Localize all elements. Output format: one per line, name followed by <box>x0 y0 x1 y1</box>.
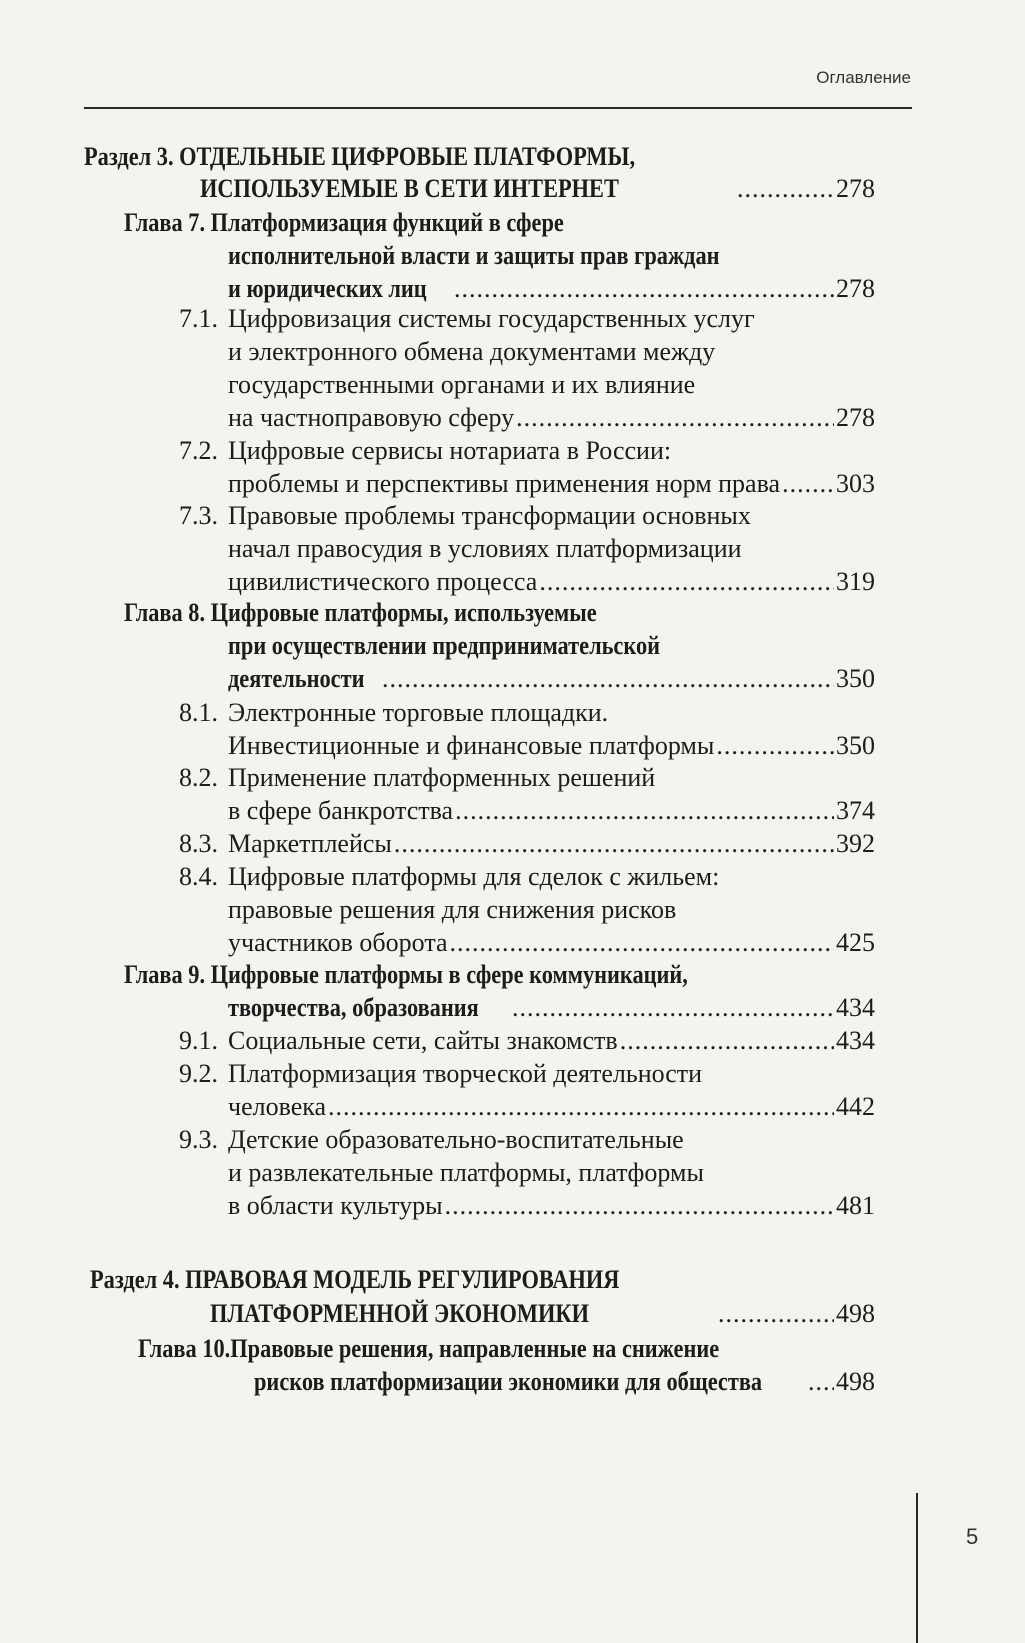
toc-title-line: Цифровые сервисы нотариата в России: <box>228 436 672 465</box>
toc-leader <box>539 565 834 599</box>
toc-leader <box>512 991 834 1025</box>
toc-section-label: Раздел 4. <box>90 1265 180 1294</box>
toc-chapter-label: Глава 9. <box>124 960 206 989</box>
toc-subsection-number: 8.4. <box>179 862 218 891</box>
toc-chapter-label: Глава 8. <box>124 598 206 627</box>
toc-leader <box>782 467 834 501</box>
toc-leader <box>328 1090 834 1124</box>
toc-subsection-number: 7.1. <box>179 304 218 333</box>
toc-title-line: в области культуры <box>228 1191 443 1220</box>
toc-leader <box>455 794 834 828</box>
toc-title-line: исполнительной власти и защиты прав граждан <box>228 241 720 270</box>
toc-title-line: в сфере банкротства <box>228 796 454 825</box>
toc-title-line: Маркетплейсы <box>228 829 392 858</box>
toc-title-line: Электронные торговые площадки. <box>228 698 609 727</box>
toc-subsection-number: 7.3. <box>179 501 218 530</box>
toc-title-line: Цифровизация системы государственных услуг <box>228 304 755 333</box>
toc-title-line: начал правосудия в условиях платформизации <box>228 534 742 563</box>
toc-title-line: и электронного обмена документами между <box>228 337 716 366</box>
toc-title-line: цивилистического процесса <box>228 567 538 596</box>
toc-title-line: Правовые решения, направленные на снижение <box>230 1334 720 1363</box>
running-head: Оглавление <box>816 68 911 87</box>
toc-title-line: Правовые проблемы трансформации основных <box>228 501 751 530</box>
toc-title-line: Инвестиционные и финансовые платформы <box>228 731 715 760</box>
toc-title-line: Цифровые платформы, используемые <box>210 598 597 627</box>
toc-title-line: при осуществлении предпринимательской <box>228 631 661 660</box>
toc-title-line: проблемы и перспективы применения норм права <box>228 469 781 498</box>
toc-page-number: 319 <box>836 567 875 596</box>
toc-section-label: Раздел 3. <box>84 142 174 171</box>
toc-page-number: 374 <box>836 796 875 825</box>
toc-title-line: Платформизация творческой деятельности <box>228 1059 703 1088</box>
toc-title-line: ИСПОЛЬЗУЕМЫЕ В СЕТИ ИНТЕРНЕТ <box>200 174 619 203</box>
toc-chapter-label: Глава 7. <box>124 208 206 237</box>
toc-page-number: 278 <box>836 274 875 303</box>
folio-rule <box>916 1493 918 1643</box>
toc-title-line: Социальные сети, сайты знакомств <box>228 1026 618 1055</box>
toc-subsection-number: 9.3. <box>179 1125 218 1154</box>
toc-page-number: 350 <box>836 731 875 760</box>
page-number: 5 <box>966 1524 979 1549</box>
toc-leader <box>382 662 834 696</box>
toc-page-number: 278 <box>836 174 875 203</box>
toc-title-line: творчества, образования <box>228 993 479 1022</box>
toc-leader <box>716 729 834 763</box>
toc-page-number: 303 <box>836 469 875 498</box>
toc-subsection-number: 9.1. <box>179 1026 218 1055</box>
toc-page-number: 392 <box>836 829 875 858</box>
toc-subsection-number: 8.3. <box>179 829 218 858</box>
toc-page-number: 442 <box>836 1092 875 1121</box>
toc-page-number: 498 <box>836 1299 875 1328</box>
toc-leader <box>737 172 834 206</box>
toc-subsection-number: 7.2. <box>179 436 218 465</box>
toc-title-line: ПЛАТФОРМЕННОЙ ЭКОНОМИКИ <box>210 1299 590 1328</box>
toc-title-line: деятельности <box>228 664 365 693</box>
toc-leader <box>620 1024 834 1058</box>
toc-leader <box>445 1189 834 1223</box>
toc-title-line: Применение платформенных решений <box>228 763 656 792</box>
toc-title-line: правовые решения для снижения рисков <box>228 895 677 924</box>
toc-title-line: на частноправовую сферу <box>228 403 515 432</box>
toc-leader <box>454 272 834 306</box>
toc-title-line: рисков платформизации экономики для общества <box>254 1367 763 1396</box>
toc-page-number: 498 <box>836 1367 875 1396</box>
toc-title-line: Детские образовательно-воспитательные <box>228 1125 684 1154</box>
toc-leader <box>718 1297 834 1331</box>
toc-title-line: ПРАВОВАЯ МОДЕЛЬ РЕГУЛИРОВАНИЯ <box>185 1265 620 1294</box>
toc-page-number: 434 <box>836 993 875 1022</box>
toc-chapter-label: Глава 10. <box>138 1334 231 1363</box>
toc-title-line: Цифровые платформы для сделок с жильем: <box>228 862 720 891</box>
toc-title-line: участников оборота <box>228 928 448 957</box>
toc-subsection-number: 8.2. <box>179 763 218 792</box>
toc-title-line: Цифровые платформы в сфере коммуникаций, <box>210 960 688 989</box>
toc-title-line: и юридических лиц <box>228 274 427 303</box>
toc-title-line: государственными органами и их влияние <box>228 370 696 399</box>
toc-page-number: 481 <box>836 1191 875 1220</box>
toc-page-number: 434 <box>836 1026 875 1055</box>
header-rule <box>84 107 912 109</box>
toc-subsection-number: 8.1. <box>179 698 218 727</box>
toc-title-line: Платформизация функций в сфере <box>210 208 564 237</box>
toc-page-number: 425 <box>836 928 875 957</box>
toc-page-number: 278 <box>836 403 875 432</box>
toc-leader <box>450 926 834 960</box>
toc-subsection-number: 9.2. <box>179 1059 218 1088</box>
toc-page-number: 350 <box>836 664 875 693</box>
toc-title-line: и развлекательные платформы, платформы <box>228 1158 704 1187</box>
toc-leader <box>394 827 834 861</box>
toc-title-line: ОТДЕЛЬНЫЕ ЦИФРОВЫЕ ПЛАТФОРМЫ, <box>179 142 636 171</box>
toc-leader <box>808 1365 834 1399</box>
toc-leader <box>516 401 834 435</box>
toc-title-line: человека <box>228 1092 327 1121</box>
